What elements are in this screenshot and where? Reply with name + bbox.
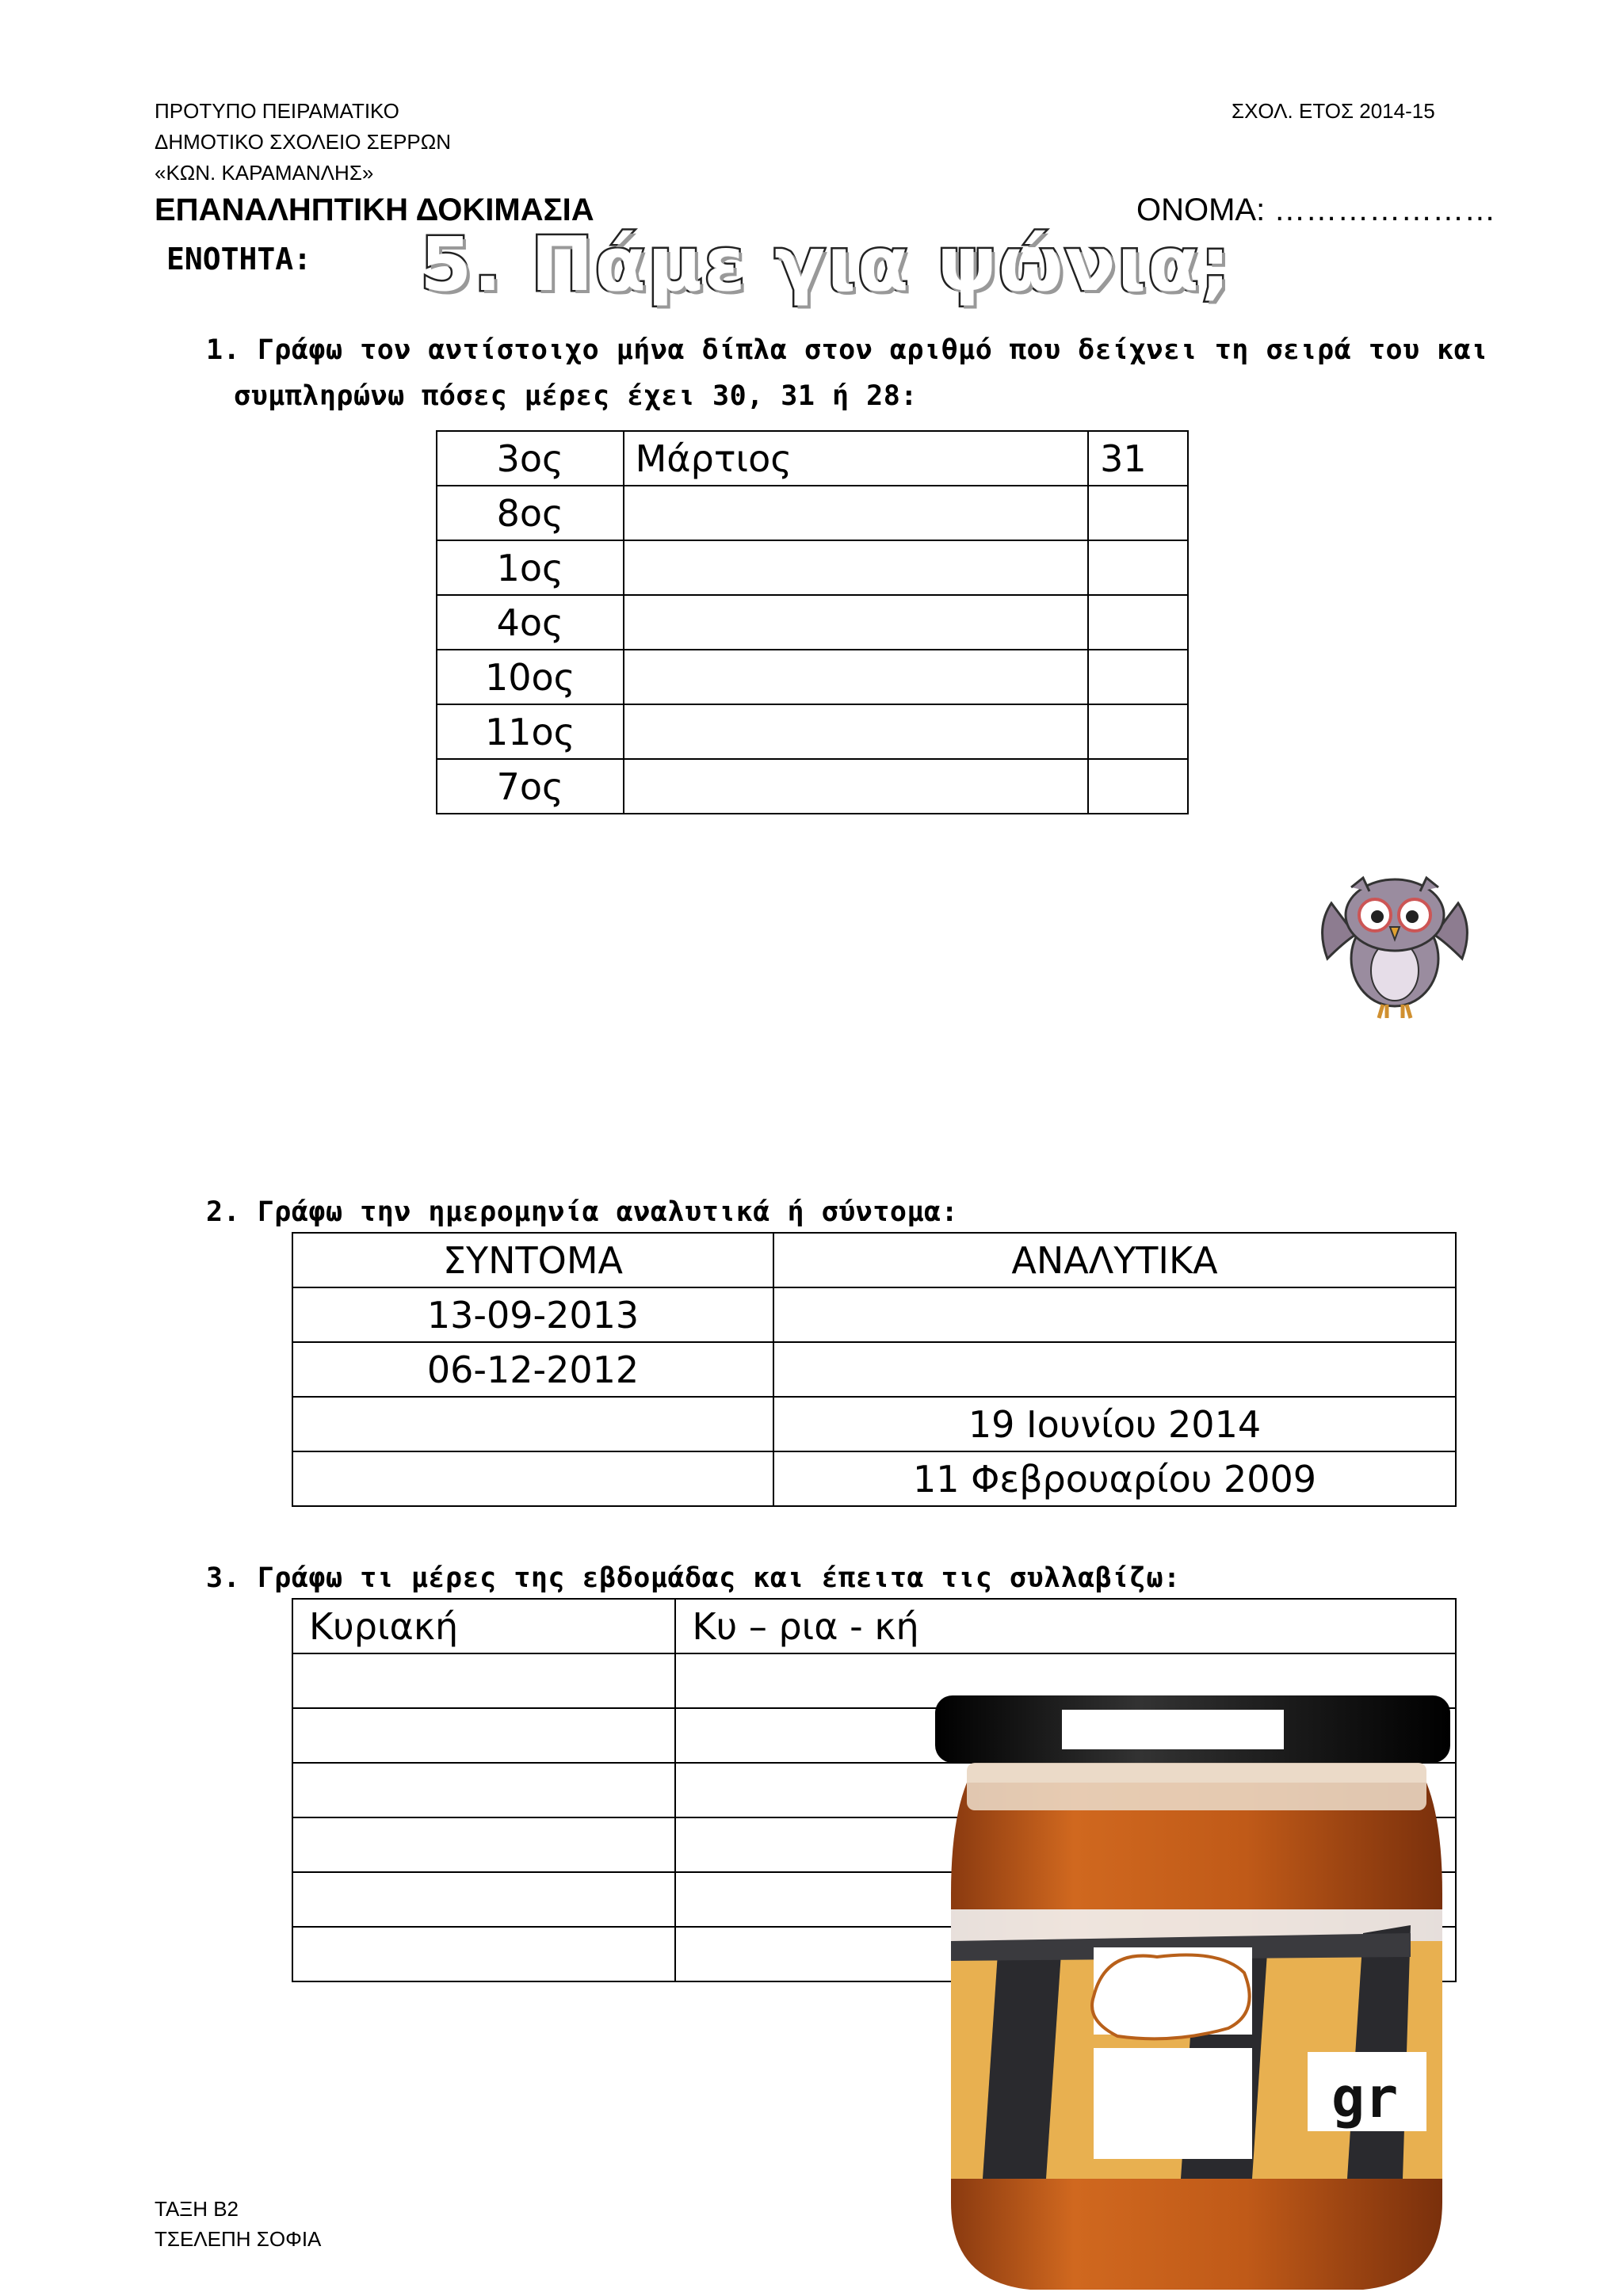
- month-days-cell[interactable]: [1088, 650, 1188, 704]
- month-ordinal-cell: 3ος: [437, 431, 624, 486]
- month-ordinal-cell: 8ος: [437, 486, 624, 540]
- month-name-cell[interactable]: [624, 595, 1089, 650]
- date-short-cell: 13-09-2013: [292, 1287, 773, 1342]
- months-table-row: [437, 759, 1188, 814]
- month-ordinal-cell: 4ος: [437, 595, 624, 650]
- question-1-line1: 1. Γράφω τον αντίστοιχο μήνα δίπλα στον αριθμό που δείχνει τη σειρά του και: [206, 334, 1488, 366]
- month-name-cell[interactable]: [624, 650, 1089, 704]
- weight-unit-label: gr: [1331, 2065, 1399, 2130]
- month-name-cell[interactable]: [624, 486, 1089, 540]
- month-days-cell[interactable]: [1088, 704, 1188, 759]
- syllables-cell: Κυ – ρια - κή: [675, 1599, 1456, 1653]
- honey-jar-illustration: [935, 1695, 1458, 2296]
- weekday-cell[interactable]: [292, 1708, 675, 1763]
- month-ordinal-cell: 10ος: [437, 650, 624, 704]
- month-name-cell[interactable]: [624, 540, 1089, 595]
- dates-header-short: ΣΥΝΤΟΜΑ: [292, 1233, 773, 1287]
- months-table-row: [437, 595, 1188, 650]
- question-2-line: 2. Γράφω την ημερομηνία αναλυτικά ή σύντομα:: [206, 1196, 959, 1228]
- name-field-label: ΟΝΟΜΑ: …………………: [1136, 193, 1496, 227]
- month-ordinal-cell: 11ος: [437, 704, 624, 759]
- date-short-cell[interactable]: [292, 1451, 773, 1506]
- month-days-cell[interactable]: [1088, 595, 1188, 650]
- weekday-cell[interactable]: [292, 1817, 675, 1872]
- date-short-cell: 06-12-2012: [292, 1342, 773, 1397]
- test-title: ΕΠΑΝΑΛΗΠΤΙΚΗ ΔΟΚΙΜΑΣΙΑ: [155, 193, 594, 227]
- school-name-line2: ΔΗΜΟΤΙΚΟ ΣΧΟΛΕΙΟ ΣΕΡΡΩΝ: [155, 130, 451, 154]
- unit-title: 5. Πάμε για ψώνια;: [420, 222, 1232, 308]
- school-year: ΣΧΟΛ. ΕΤΟΣ 2014-15: [1232, 99, 1435, 123]
- month-name-cell[interactable]: [624, 759, 1089, 814]
- date-long-cell: 19 Ιουνίου 2014: [773, 1397, 1456, 1451]
- month-days-cell: 31: [1088, 431, 1188, 486]
- date-long-cell[interactable]: [773, 1287, 1456, 1342]
- weekday-cell[interactable]: [292, 1927, 675, 1981]
- date-short-cell[interactable]: [292, 1397, 773, 1451]
- weekdays-table-row: [292, 1599, 1456, 1653]
- months-table-row: [437, 650, 1188, 704]
- month-ordinal-cell: 7ος: [437, 759, 624, 814]
- school-name-line1: ΠΡΟΤΥΠΟ ΠΕΙΡΑΜΑΤΙΚΟ: [155, 99, 399, 123]
- dates-table-row: [292, 1342, 1456, 1397]
- month-name-cell: Μάρτιος: [624, 431, 1089, 486]
- dates-table-row: [292, 1287, 1456, 1342]
- date-long-cell: 11 Φεβρουαρίου 2009: [773, 1451, 1456, 1506]
- question-1-line2: συμπληρώνω πόσες μέρες έχει 30, 31 ή 28:: [234, 380, 918, 412]
- month-days-cell[interactable]: [1088, 759, 1188, 814]
- weekday-cell[interactable]: [292, 1653, 675, 1708]
- dates-table: [292, 1232, 1457, 1507]
- dates-table-row: [292, 1397, 1456, 1451]
- weekday-cell[interactable]: [292, 1872, 675, 1927]
- months-table-row: [437, 540, 1188, 595]
- months-table: [436, 430, 1189, 814]
- weekday-cell: Κυριακή: [292, 1599, 675, 1653]
- class-label: ΤΑΞΗ Β2: [155, 2197, 239, 2221]
- dates-header-long: ΑΝΑΛΥΤΙΚΑ: [773, 1233, 1456, 1287]
- month-days-cell[interactable]: [1088, 540, 1188, 595]
- weekday-cell[interactable]: [292, 1763, 675, 1817]
- dates-table-row: [292, 1451, 1456, 1506]
- school-name-line3: «ΚΩΝ. ΚΑΡΑΜΑΝΛΗΣ»: [155, 161, 374, 185]
- month-name-cell[interactable]: [624, 704, 1089, 759]
- owl-illustration: [1308, 871, 1482, 1022]
- months-table-row: [437, 704, 1188, 759]
- month-ordinal-cell: 1ος: [437, 540, 624, 595]
- month-days-cell[interactable]: [1088, 486, 1188, 540]
- date-long-cell[interactable]: [773, 1342, 1456, 1397]
- unit-label: ΕΝΟΤΗΤΑ:: [166, 242, 312, 277]
- months-table-row: [437, 486, 1188, 540]
- question-3-line: 3. Γράφω τι μέρες της εβδομάδας και έπειτα τις συλλαβίζω:: [206, 1562, 1181, 1594]
- teacher-name: ΤΣΕΛΕΠΗ ΣΟΦΙΑ: [155, 2227, 322, 2251]
- months-table-row: [437, 431, 1188, 486]
